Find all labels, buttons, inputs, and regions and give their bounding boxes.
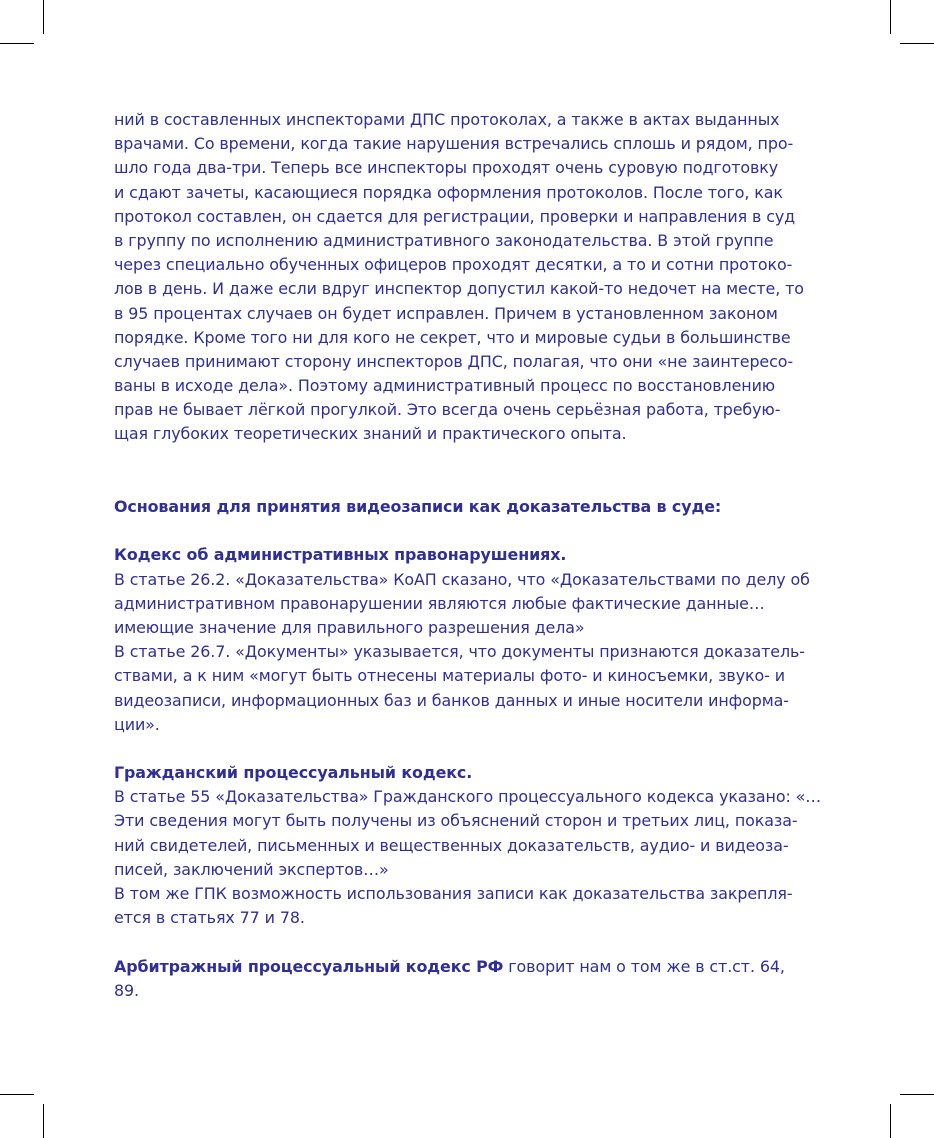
intro-paragraph xyxy=(114,108,834,447)
text-line: ется в статьях 77 и 78. xyxy=(114,908,305,928)
text-line: щая глубоких теоретических знаний и практического опыта. xyxy=(114,424,627,444)
main-heading: Основания для принятия видеозаписи как доказательства в суде: xyxy=(114,497,722,516)
spacer xyxy=(114,930,834,954)
text-line: 89. xyxy=(114,980,139,1000)
crop-mark-bottom-right-vertical xyxy=(890,1104,891,1138)
text-line: прав не бывает лёгкой прогулкой. Это всегда очень серьёзная работа, требую- xyxy=(114,400,781,420)
text-line: ваны в исходе дела». Поэтому административный процесс по восстановлению xyxy=(114,376,776,396)
text-line: В том же ГПК возможность использования записи как доказательства закрепля- xyxy=(114,884,793,903)
text-line: ствами, а к ним «могут быть отнесены материалы фото- и киносъемки, звуко- и xyxy=(114,666,785,686)
text-line: Эти сведения могут быть получены из объяснений сторон и третьих лиц, показа- xyxy=(114,811,798,831)
text-line: В статье 26.7. «Документы» указывается, что документы признаются доказатель- xyxy=(114,642,805,662)
gpk-heading: Гражданский процессуальный кодекс. xyxy=(114,763,473,783)
koap-heading: Кодекс об административных правонарушениях. xyxy=(114,545,567,565)
text-line: шло года два-три. Теперь все инспекторы проходят очень суровую подготовку xyxy=(114,158,779,178)
crop-mark-top-right-vertical xyxy=(890,0,891,34)
text-line: и сдают зачеты, касающиеся порядка оформления протоколов. После того, как xyxy=(114,182,783,202)
spacer xyxy=(114,737,834,761)
spacer xyxy=(114,519,834,543)
apk-text: говорит нам о том же в ст.ст. 64, xyxy=(503,956,785,976)
text-line: ний в составленных инспекторами ДПС протоколах, а также в актах выданных xyxy=(114,110,780,129)
page-content xyxy=(114,108,834,1003)
crop-mark-top-left-horizontal xyxy=(0,43,34,44)
spacer xyxy=(114,471,834,495)
text-line: ний свидетелей, письменных и вещественных доказательств, аудио- и видеоза- xyxy=(114,835,789,855)
text-line: протокол составлен, он сдается для регистрации, проверки и направления в суд xyxy=(114,206,796,226)
crop-mark-top-left-vertical xyxy=(43,0,44,34)
crop-mark-top-right-horizontal xyxy=(900,43,934,44)
apk-section xyxy=(114,955,834,1003)
text-line: имеющие значение для правильного разрешения дела» xyxy=(114,617,585,637)
koap-section xyxy=(114,543,834,737)
text-line: В статье 55 «Доказательства» Гражданского процессуального кодекса указано: «… xyxy=(114,787,822,807)
crop-mark-bottom-left-vertical xyxy=(43,1104,44,1138)
text-line: врачами. Со времени, когда такие нарушения встречались сплошь и рядом, про- xyxy=(114,134,794,154)
text-line: порядке. Кроме того ни для кого не секрет, что и мировые судьи в большинстве xyxy=(114,327,791,347)
text-line: случаев принимают сторону инспекторов ДПС, полагая, что они «не заинтересо- xyxy=(114,351,793,371)
text-line: видеозаписи, информационных баз и банков данных и иные носители информа- xyxy=(114,690,789,710)
crop-mark-bottom-right-horizontal xyxy=(900,1094,934,1095)
apk-heading: Арбитражный процессуальный кодекс РФ xyxy=(114,956,504,976)
apk-line xyxy=(114,955,834,979)
crop-mark-bottom-left-horizontal xyxy=(0,1094,34,1095)
text-line: лов в день. И даже если вдруг инспектор допустил какой-то недочет на месте, то xyxy=(114,279,804,299)
text-line: писей, заключений экспертов…» xyxy=(114,859,389,879)
text-line: В статье 26.2. «Доказательства» КоАП сказано, что «Доказательствами по делу об xyxy=(114,569,810,589)
text-line: административном правонарушении являются любые фактические данные… xyxy=(114,593,765,613)
spacer xyxy=(114,447,834,471)
text-line: через специально обученных офицеров проходят десятки, а то и сотни протоко- xyxy=(114,255,793,275)
text-line: в группу по исполнению административного законодательства. В этой группе xyxy=(114,230,774,250)
gpk-section xyxy=(114,761,834,930)
text-line: ции». xyxy=(114,714,160,734)
text-line: в 95 процентах случаев он будет исправлен. Причем в установленном законом xyxy=(114,303,778,323)
